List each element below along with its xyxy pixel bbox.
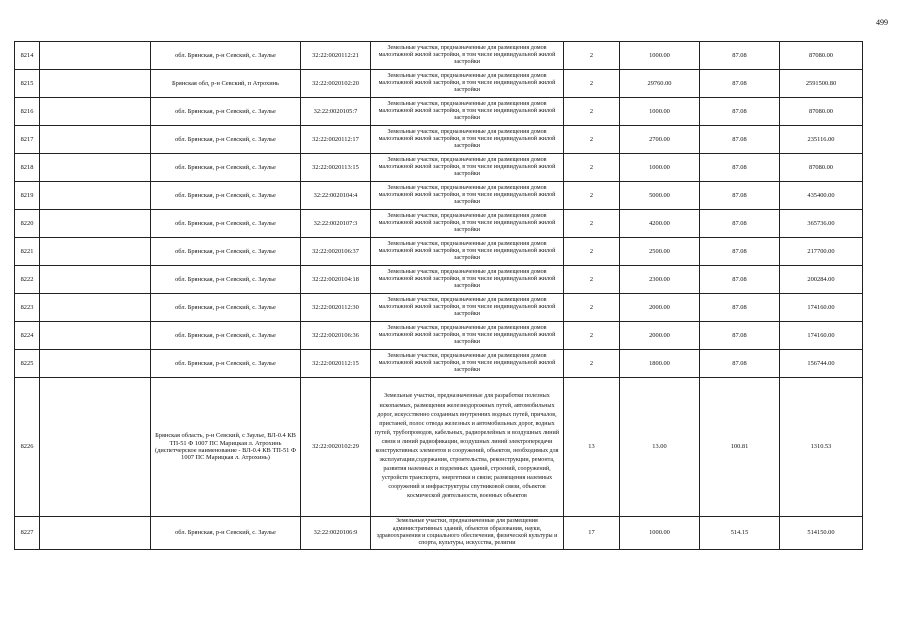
rate-cell: 87.08 — [700, 154, 780, 182]
group-code-cell: 2 — [564, 126, 620, 154]
address-cell: обл. Брянская, р-н Севский, с. Заулье — [151, 238, 301, 266]
cadastral-value-cell: 514150.00 — [780, 517, 863, 550]
row-number-cell: 8226 — [15, 378, 40, 517]
blank-cell — [40, 238, 151, 266]
rate-cell: 514.15 — [700, 517, 780, 550]
row-number-cell: 8225 — [15, 350, 40, 378]
page-number: 499 — [876, 18, 888, 27]
cadastral-number-cell: 32:22:0020106:9 — [301, 517, 371, 550]
blank-cell — [40, 210, 151, 238]
row-number-cell: 8216 — [15, 98, 40, 126]
rate-cell: 100.81 — [700, 378, 780, 517]
area-cell: 1000.00 — [620, 98, 700, 126]
row-number-cell: 8220 — [15, 210, 40, 238]
rate-cell: 87.08 — [700, 294, 780, 322]
address-cell: обл. Брянская, р-н Севский, с. Заулье — [151, 42, 301, 70]
cadastral-number-cell: 32:22:0020107:3 — [301, 210, 371, 238]
address-cell: обл. Брянская, р-н Севский, с. Заулье — [151, 266, 301, 294]
cadastral-number-cell: 32:22:0020112:21 — [301, 42, 371, 70]
address-cell: обл. Брянская, р-н Севский, с. Заулье — [151, 210, 301, 238]
table-body — [15, 42, 863, 550]
area-cell: 29760.00 — [620, 70, 700, 98]
cadastral-number-cell: 32:22:0020106:37 — [301, 238, 371, 266]
address-cell: Брянская область, р-н Севский, с Заулье, ВЛ-0.4 КВ ТП-51 Ф 1007 ПС Марицкая л. Атрохинь (диспетчерское наименование - ВЛ-0.4 КВ ТП-51 Ф 1007 ПС Марицкая л. Атрохинь) — [151, 378, 301, 517]
blank-cell — [40, 70, 151, 98]
blank-cell — [40, 42, 151, 70]
cadastral-value-cell: 235116.00 — [780, 126, 863, 154]
cadastral-number-cell: 32:22:0020113:15 — [301, 154, 371, 182]
cadastral-value-cell: 365736.00 — [780, 210, 863, 238]
cadastral-value-cell: 200284.00 — [780, 266, 863, 294]
table-row — [15, 517, 863, 550]
area-cell: 4200.00 — [620, 210, 700, 238]
group-code-cell: 2 — [564, 154, 620, 182]
address-cell: обл. Брянская, р-н Севский, с. Заулье — [151, 154, 301, 182]
rate-cell: 87.08 — [700, 70, 780, 98]
table-row — [15, 378, 863, 517]
table-row — [15, 350, 863, 378]
land-purpose-cell: Земельные участки, предназначенные для размещения домов малоэтажной жилой застройки, в том числе индивидуальной жилой застройки — [371, 238, 564, 266]
rate-cell: 87.08 — [700, 126, 780, 154]
row-number-cell: 8221 — [15, 238, 40, 266]
area-cell: 2700.00 — [620, 126, 700, 154]
row-number-cell: 8222 — [15, 266, 40, 294]
blank-cell — [40, 154, 151, 182]
address-cell: обл. Брянская, р-н Севский, с. Заулье — [151, 350, 301, 378]
area-cell: 13.00 — [620, 378, 700, 517]
area-cell: 2000.00 — [620, 294, 700, 322]
group-code-cell: 17 — [564, 517, 620, 550]
rate-cell: 87.08 — [700, 98, 780, 126]
area-cell: 1000.00 — [620, 517, 700, 550]
group-code-cell: 2 — [564, 238, 620, 266]
row-number-cell: 8218 — [15, 154, 40, 182]
rate-cell: 87.08 — [700, 350, 780, 378]
cadastral-number-cell: 32:22:0020104:4 — [301, 182, 371, 210]
rate-cell: 87.08 — [700, 266, 780, 294]
land-purpose-cell: Земельные участки, предназначенные для размещения домов малоэтажной жилой застройки, в том числе индивидуальной жилой застройки — [371, 210, 564, 238]
address-cell: обл. Брянская, р-н Севский, с. Заулье — [151, 517, 301, 550]
cadastral-value-cell: 1310.53 — [780, 378, 863, 517]
blank-cell — [40, 322, 151, 350]
area-cell: 5000.00 — [620, 182, 700, 210]
land-purpose-cell: Земельные участки, предназначенные для размещения домов малоэтажной жилой застройки, в том числе индивидуальной жилой застройки — [371, 322, 564, 350]
table-row — [15, 70, 863, 98]
address-cell: обл. Брянская, р-н Севский, с. Заулье — [151, 126, 301, 154]
land-purpose-cell: Земельные участки, предназначенные для размещения домов малоэтажной жилой застройки, в том числе индивидуальной жилой застройки — [371, 182, 564, 210]
row-number-cell: 8227 — [15, 517, 40, 550]
cadastral-number-cell: 32:22:0020112:30 — [301, 294, 371, 322]
table-row — [15, 238, 863, 266]
cadastral-value-cell: 2591500.80 — [780, 70, 863, 98]
blank-cell — [40, 182, 151, 210]
cadastral-value-cell: 174160.00 — [780, 322, 863, 350]
table-row — [15, 182, 863, 210]
cadastral-number-cell: 32:22:0020106:36 — [301, 322, 371, 350]
rate-cell: 87.08 — [700, 42, 780, 70]
row-number-cell: 8215 — [15, 70, 40, 98]
row-number-cell: 8214 — [15, 42, 40, 70]
rate-cell: 87.08 — [700, 210, 780, 238]
cadastral-number-cell: 32:22:0020104:18 — [301, 266, 371, 294]
group-code-cell: 13 — [564, 378, 620, 517]
area-cell: 2300.00 — [620, 266, 700, 294]
table-row — [15, 98, 863, 126]
group-code-cell: 2 — [564, 98, 620, 126]
cadastral-number-cell: 32:22:0020112:15 — [301, 350, 371, 378]
area-cell: 1000.00 — [620, 42, 700, 70]
land-purpose-cell: Земельные участки, предназначенные для разработки полезных ископаемых, размещения железнодорожных путей, автомобильных дорог, искусственно созданных внутренних водных путей, причалов, пристаней, полос отвода железных и автомобильных дорог, водных путей, трубопроводов, кабельных, радиорелейных и воздушных линий связи и линий радиофикации, воздушных линий электропередачи конструктивных элементов и сооружений, объектов, необходимых для эксплуатации,содержания, строительства, реконструкции, ремонта, развития наземных и подземных зданий, строений, сооружений, устройств транспорта, энергетики и связи; размещения наземных сооружений и инфраструктуры спутниковой связи, объектов космической деятельности, военных объектов — [371, 378, 564, 517]
area-cell: 2500.00 — [620, 238, 700, 266]
blank-cell — [40, 266, 151, 294]
group-code-cell: 2 — [564, 70, 620, 98]
table-row — [15, 126, 863, 154]
row-number-cell: 8224 — [15, 322, 40, 350]
cadastral-value-cell: 87080.00 — [780, 42, 863, 70]
table-row — [15, 154, 863, 182]
blank-cell — [40, 126, 151, 154]
area-cell: 1000.00 — [620, 154, 700, 182]
land-purpose-cell: Земельные участки, предназначенные для размещения домов малоэтажной жилой застройки, в том числе индивидуальной жилой застройки — [371, 350, 564, 378]
group-code-cell: 2 — [564, 350, 620, 378]
land-purpose-cell: Земельные участки, предназначенные для размещения домов малоэтажной жилой застройки, в том числе индивидуальной жилой застройки — [371, 98, 564, 126]
area-cell: 1800.00 — [620, 350, 700, 378]
cadastral-value-cell: 87080.00 — [780, 98, 863, 126]
cadastral-number-cell: 32:22:0020112:17 — [301, 126, 371, 154]
blank-cell — [40, 517, 151, 550]
address-cell: обл. Брянская, р-н Севский, с. Заулье — [151, 294, 301, 322]
rate-cell: 87.08 — [700, 182, 780, 210]
address-cell: обл. Брянская, р-н Севский, с. Заулье — [151, 182, 301, 210]
land-register-table — [14, 41, 863, 550]
land-purpose-cell: Земельные участки, предназначенные для размещения домов малоэтажной жилой застройки, в том числе индивидуальной жилой застройки — [371, 126, 564, 154]
area-cell: 2000.00 — [620, 322, 700, 350]
address-cell: обл. Брянская, р-н Севский, с. Заулье — [151, 322, 301, 350]
cadastral-number-cell: 32:22:0020102:20 — [301, 70, 371, 98]
blank-cell — [40, 98, 151, 126]
cadastral-value-cell: 435400.00 — [780, 182, 863, 210]
blank-cell — [40, 378, 151, 517]
table-row — [15, 294, 863, 322]
cadastral-value-cell: 156744.00 — [780, 350, 863, 378]
cadastral-number-cell: 32:22:0020102:29 — [301, 378, 371, 517]
land-purpose-cell: Земельные участки, предназначенные для размещения домов малоэтажной жилой застройки, в том числе индивидуальной жилой застройки — [371, 266, 564, 294]
group-code-cell: 2 — [564, 42, 620, 70]
blank-cell — [40, 350, 151, 378]
group-code-cell: 2 — [564, 266, 620, 294]
cadastral-value-cell: 87080.00 — [780, 154, 863, 182]
land-purpose-cell: Земельные участки, предназначенные для размещения домов малоэтажной жилой застройки, в том числе индивидуальной жилой застройки — [371, 294, 564, 322]
blank-cell — [40, 294, 151, 322]
table-row — [15, 266, 863, 294]
table-row — [15, 210, 863, 238]
rate-cell: 87.08 — [700, 238, 780, 266]
group-code-cell: 2 — [564, 294, 620, 322]
land-purpose-cell: Земельные участки, предназначенные для размещения домов малоэтажной жилой застройки, в том числе индивидуальной жилой застройки — [371, 42, 564, 70]
group-code-cell: 2 — [564, 182, 620, 210]
cadastral-value-cell: 174160.00 — [780, 294, 863, 322]
table-row — [15, 322, 863, 350]
cadastral-value-cell: 217700.00 — [780, 238, 863, 266]
group-code-cell: 2 — [564, 322, 620, 350]
land-purpose-cell: Земельные участки, предназначенные для размещения административных зданий, объектов образования, науки, здравоохранения и социального обеспечения, физической культуры и спорта, культуры, искусства, религии — [371, 517, 564, 550]
table-row — [15, 42, 863, 70]
address-cell: Брянская обл, р-н Севский, п Атрохинь — [151, 70, 301, 98]
group-code-cell: 2 — [564, 210, 620, 238]
row-number-cell: 8217 — [15, 126, 40, 154]
land-purpose-cell: Земельные участки, предназначенные для размещения домов малоэтажной жилой застройки, в том числе индивидуальной жилой застройки — [371, 154, 564, 182]
row-number-cell: 8223 — [15, 294, 40, 322]
row-number-cell: 8219 — [15, 182, 40, 210]
land-purpose-cell: Земельные участки, предназначенные для размещения домов малоэтажной жилой застройки, в том числе индивидуальной жилой застройки — [371, 70, 564, 98]
cadastral-number-cell: 32:22:0020105:7 — [301, 98, 371, 126]
rate-cell: 87.08 — [700, 322, 780, 350]
address-cell: обл. Брянская, р-н Севский, с. Заулье — [151, 98, 301, 126]
